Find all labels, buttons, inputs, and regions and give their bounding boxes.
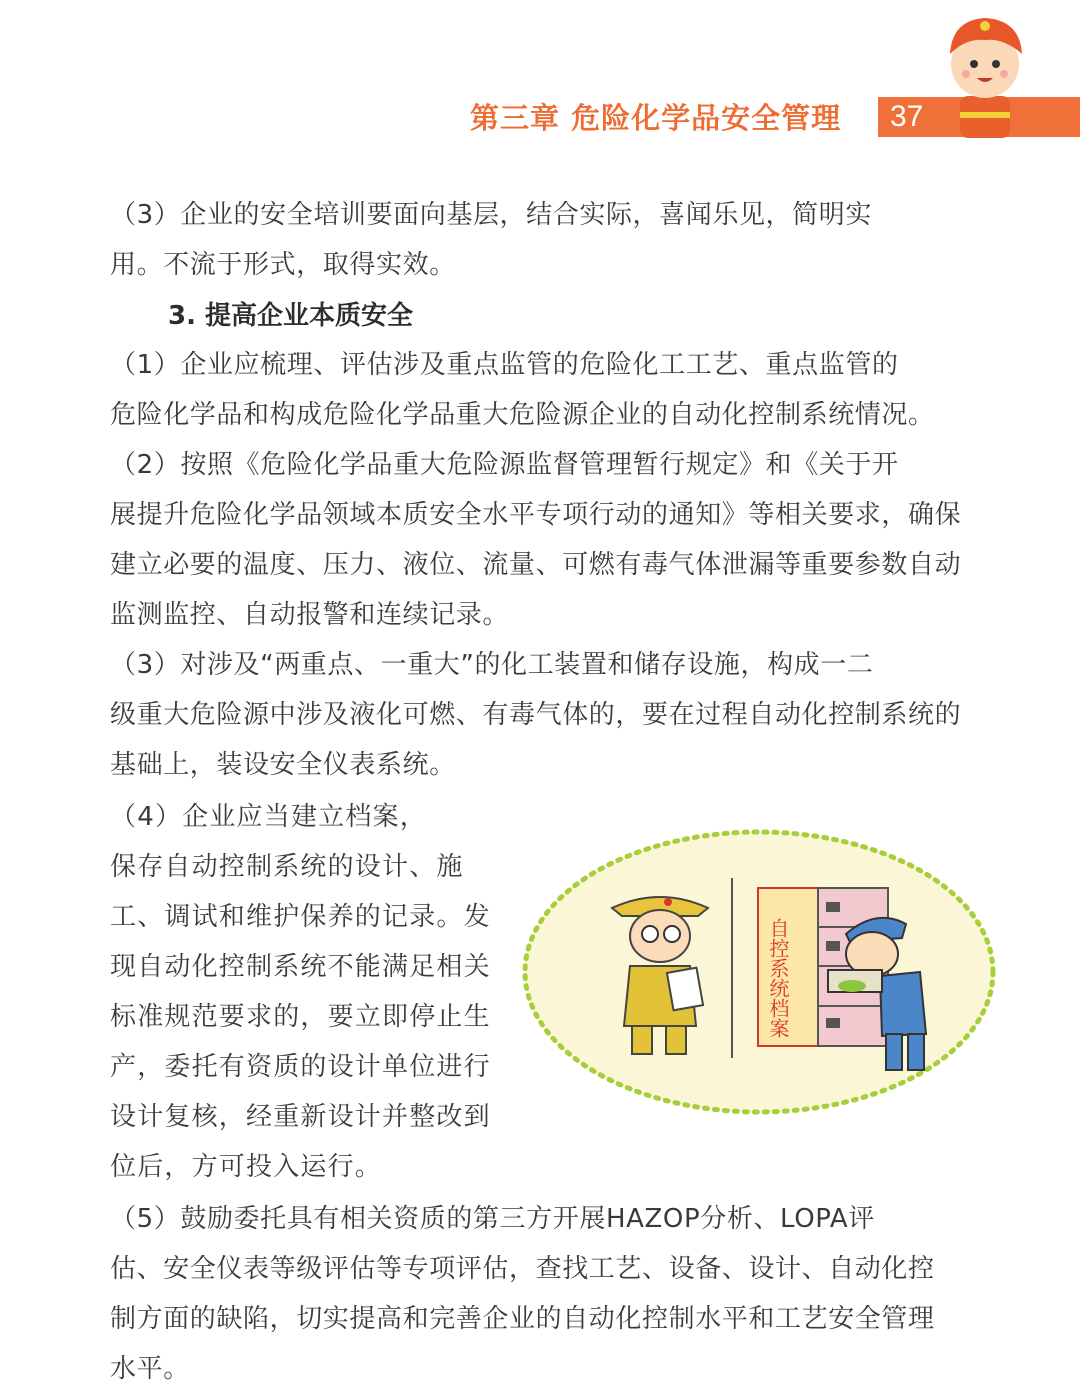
item-1-line-1: （1）企业应梳理、评估涉及重点监管的危险化工工艺、重点监管的	[110, 350, 899, 380]
item-4-line-7: 设计复核，经重新设计并整改到	[110, 1102, 491, 1132]
item-2-line-2: 展提升危险化学品领域本质安全水平专项行动的通知》等相关要求，确保	[110, 500, 962, 530]
item-5-line-2: 估、安全仪表等级评估等专项评估，查找工艺、设备、设计、自动化控	[110, 1254, 935, 1284]
item-4-line-1: （4）企业应当建立档案，	[110, 802, 427, 832]
paragraph-3-line-2: 用。不流于形式，取得实效。	[110, 250, 456, 280]
item-1-line-2: 危险化学品和构成危险化学品重大危险源企业的自动化控制系统情况。	[110, 400, 935, 430]
item-5-line-1: （5）鼓励委托具有相关资质的第三方开展HAZOP分析、LOPA评	[110, 1204, 875, 1234]
item-4-line-4: 现自动化控制系统不能满足相关	[110, 952, 491, 982]
item-3-line-2: 级重大危险源中涉及液化可燃、有毒气体的，要在过程自动化控制系统的	[110, 700, 962, 730]
item-4-line-6: 产，委托有资质的设计单位进行	[110, 1052, 491, 1082]
item-2-line-4: 监测监控、自动报警和连续记录。	[110, 600, 510, 630]
item-4-line-2: 保存自动控制系统的设计、施	[110, 852, 464, 882]
section-heading: 3. 提高企业本质安全	[168, 301, 414, 331]
item-5-line-3: 制方面的缺陷，切实提高和完善企业的自动化控制水平和工艺安全管理	[110, 1304, 935, 1334]
archive-illustration	[520, 826, 998, 1118]
item-4-line-3: 工、调试和维护保养的记录。发	[110, 902, 491, 932]
item-2-line-1: （2）按照《危险化学品重大危险源监督管理暂行规定》和《关于开	[110, 450, 899, 480]
cabinet-label: 自控系统档案	[766, 918, 790, 1038]
mascot-firefighter-icon	[930, 8, 1040, 140]
paragraph-3-line-1: （3）企业的安全培训要面向基层，结合实际，喜闻乐见，简明实	[110, 200, 872, 230]
chapter-title: 第三章 危险化学品安全管理	[470, 101, 842, 135]
item-3-line-3: 基础上，装设安全仪表系统。	[110, 750, 456, 780]
item-4-line-8: 位后，方可投入运行。	[110, 1152, 383, 1182]
item-5-line-4: 水平。	[110, 1354, 190, 1384]
item-4-line-5: 标准规范要求的，要立即停止生	[110, 1002, 491, 1032]
item-3-line-1: （3）对涉及“两重点、一重大”的化工装置和储存设施，构成一二	[110, 650, 874, 680]
page-number: 37	[890, 100, 924, 133]
item-2-line-3: 建立必要的温度、压力、液位、流量、可燃有毒气体泄漏等重要参数自动	[110, 550, 962, 580]
